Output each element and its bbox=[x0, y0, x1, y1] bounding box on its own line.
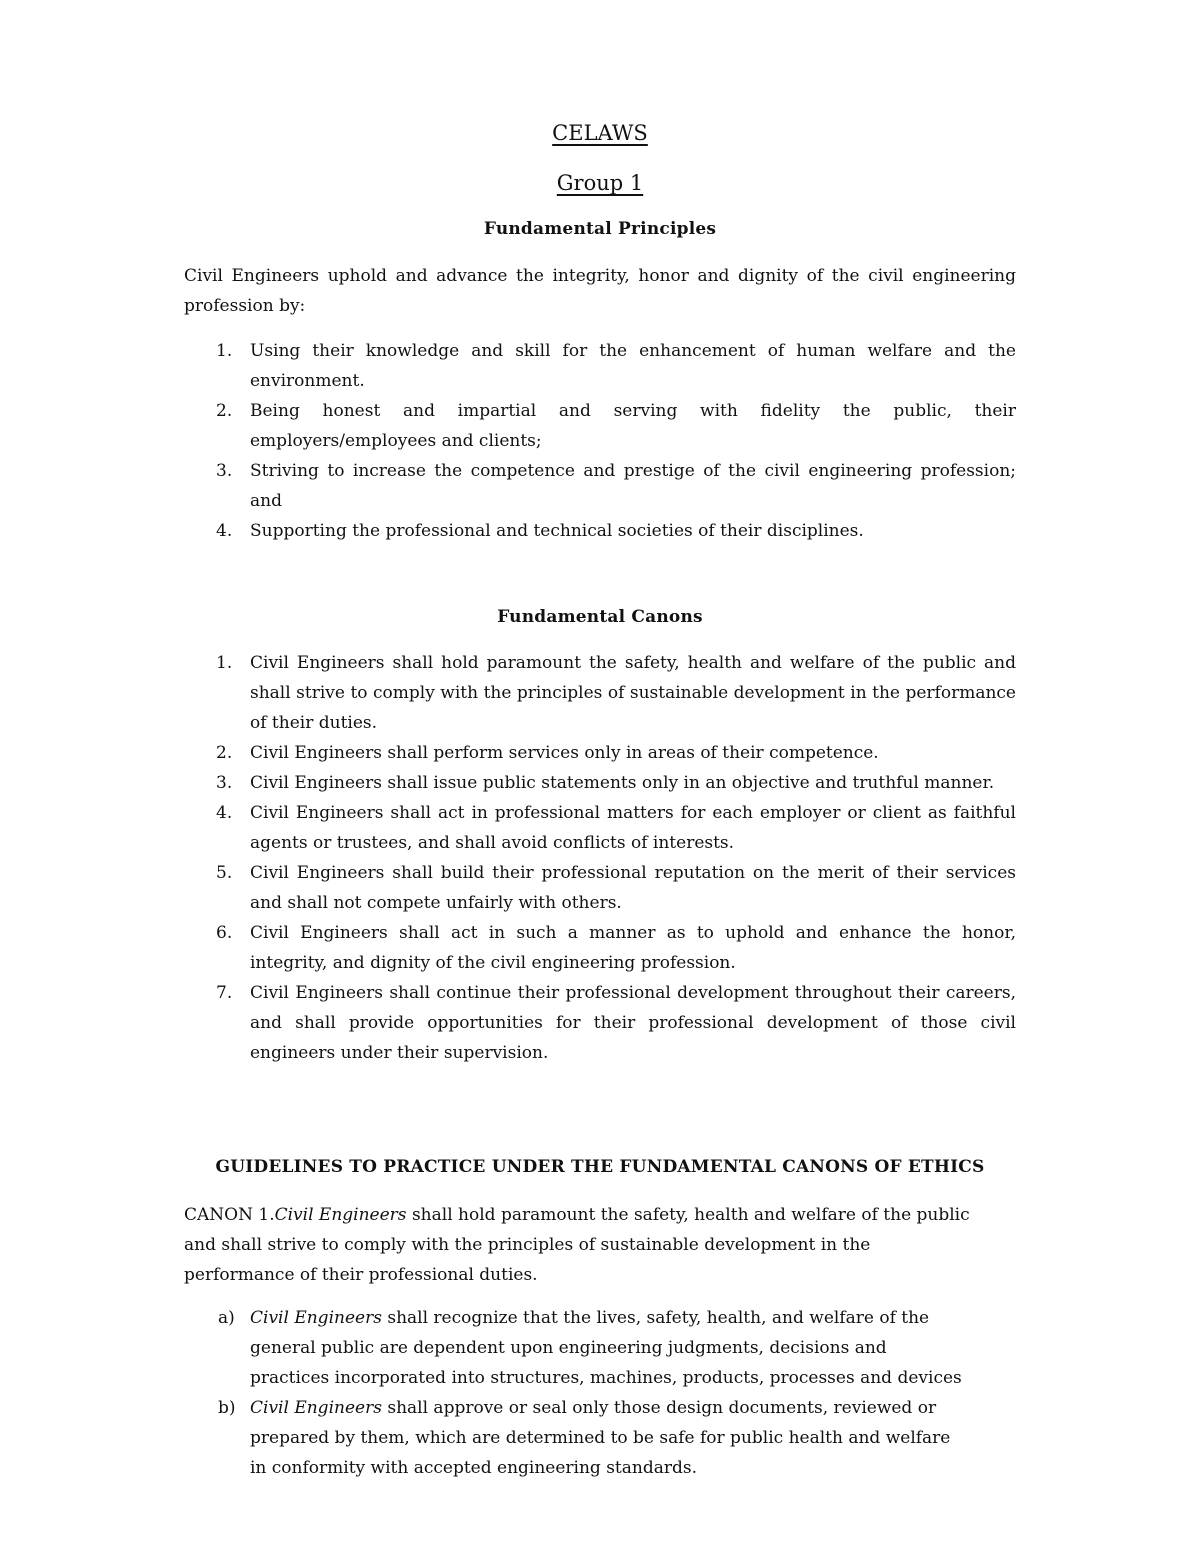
principles-list bbox=[184, 336, 1016, 546]
principles-intro: Civil Engineers uphold and advance the integrity, honor and dignity of the civil engineering profession by: bbox=[184, 266, 1016, 316]
list-item-text: Striving to increase the competence and prestige of the civil engineering profession; and bbox=[250, 461, 1016, 511]
list-number: 5. bbox=[216, 863, 233, 883]
list-item bbox=[184, 1303, 964, 1393]
list-item bbox=[184, 918, 1016, 978]
list-number: 3. bbox=[216, 461, 233, 481]
list-item bbox=[184, 738, 1016, 768]
document-title: CELAWS bbox=[552, 121, 648, 145]
canons-heading: Fundamental Canons bbox=[497, 607, 703, 627]
list-item-text: Using their knowledge and skill for the enhancement of human welfare and the environment. bbox=[250, 341, 1016, 391]
list-item bbox=[184, 978, 1016, 1068]
canon1-subject: Civil Engineers bbox=[274, 1205, 407, 1225]
canon1-paragraph bbox=[184, 1200, 984, 1290]
list-item bbox=[184, 1393, 964, 1483]
list-item-text: Supporting the professional and technical societies of their disciplines. bbox=[250, 521, 864, 541]
list-item-text: shall approve or seal only those design documents, reviewed or prepared by them, which are determined to be safe for public health and welfare in conformity with accepted engineering standards. bbox=[250, 1398, 951, 1478]
list-number: 1. bbox=[216, 653, 233, 673]
list-item-text: Civil Engineers shall issue public statements only in an objective and truthful manner. bbox=[250, 773, 995, 793]
list-number: 7. bbox=[216, 983, 233, 1003]
list-item-text: Civil Engineers shall continue their professional development throughout their careers, and shall provide opportunities for their professional development of those civil engineers under their supervision. bbox=[250, 983, 1016, 1063]
list-number: 1. bbox=[216, 341, 233, 361]
list-item-subject: Civil Engineers bbox=[250, 1398, 382, 1418]
canons-list bbox=[184, 648, 1016, 1068]
list-number: 4. bbox=[216, 521, 233, 541]
list-item-text: Civil Engineers shall hold paramount the safety, health and welfare of the public and shall strive to comply with the principles of sustainable development in the performance of their duties. bbox=[250, 653, 1016, 733]
principles-heading: Fundamental Principles bbox=[483, 219, 717, 239]
list-item bbox=[184, 648, 1016, 738]
list-item bbox=[184, 516, 1016, 546]
list-item bbox=[184, 798, 1016, 858]
list-item-text: shall recognize that the lives, safety, health, and welfare of the general public are dependent upon engineering judgments, decisions and practices incorporated into structures, machines, products, processes and devices bbox=[250, 1308, 962, 1388]
list-letter: a) bbox=[218, 1308, 235, 1328]
guidelines-heading: GUIDELINES TO PRACTICE UNDER THE FUNDAMENTAL CANONS OF ETHICS bbox=[215, 1157, 985, 1177]
list-number: 2. bbox=[216, 743, 233, 763]
list-item bbox=[184, 858, 1016, 918]
list-item-text: Civil Engineers shall act in professional matters for each employer or client as faithful agents or trustees, and shall avoid conflicts of interests. bbox=[250, 803, 1016, 853]
list-item-subject: Civil Engineers bbox=[250, 1308, 382, 1328]
canon1-text: shall hold paramount the safety, health and welfare of the public and shall strive to comply with the principles of sustainable development in the performance of their professional duties. bbox=[184, 1205, 970, 1285]
list-item bbox=[184, 396, 1016, 456]
guidelines-list bbox=[184, 1303, 964, 1483]
list-number: 2. bbox=[216, 401, 233, 421]
list-number: 3. bbox=[216, 773, 233, 793]
list-item-text: Being honest and impartial and serving with fidelity the public, their employers/employees and clients; bbox=[250, 401, 1016, 451]
list-item-text: Civil Engineers shall act in such a manner as to uphold and enhance the honor, integrity, and dignity of the civil engineering profession. bbox=[250, 923, 1016, 973]
list-number: 4. bbox=[216, 803, 233, 823]
list-letter: b) bbox=[218, 1398, 236, 1418]
list-number: 6. bbox=[216, 923, 233, 943]
list-item bbox=[184, 768, 1016, 798]
canon1-label: CANON 1. bbox=[184, 1205, 275, 1225]
group-title: Group 1 bbox=[556, 171, 644, 195]
list-item-text: Civil Engineers shall build their professional reputation on the merit of their services and shall not compete unfairly with others. bbox=[250, 863, 1016, 913]
list-item bbox=[184, 336, 1016, 396]
list-item-text: Civil Engineers shall perform services only in areas of their competence. bbox=[250, 743, 879, 763]
list-item bbox=[184, 456, 1016, 516]
